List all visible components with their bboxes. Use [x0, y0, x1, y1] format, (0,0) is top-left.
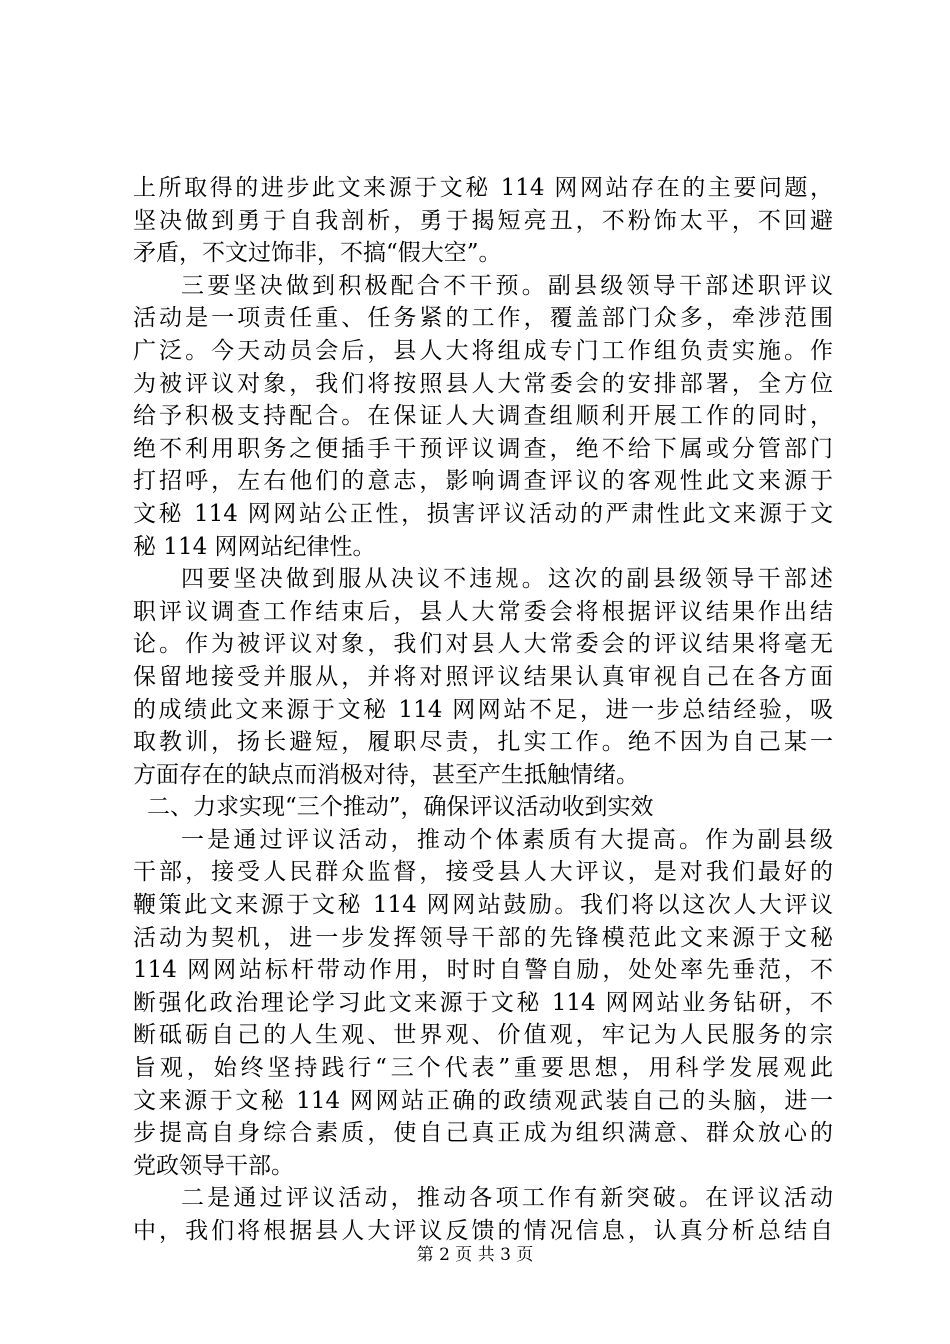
text-line: 断强化政治理论学习此文来源于文秘 114 网网站业务钻研，不 — [133, 989, 833, 1016]
text-line: 旨观，始终坚持践行“三个代表”重要思想，用科学发展观此 — [133, 1055, 833, 1082]
text-line: 上所取得的进步此文来源于文秘 114 网网站存在的主要问题， — [133, 175, 833, 201]
section-heading: 二、力求实现“三个推动”，确保评议活动收到实效 — [147, 794, 654, 821]
text-line: 矛盾，不文过饰非，不搞“假大空”。 — [133, 240, 502, 267]
text-line: 职评议调查工作结束后，县人大常委会将根据评议结果作出结 — [133, 598, 833, 625]
paragraph-first-line: 四要坚决做到服从决议不违规。这次的副县级领导干部述 — [181, 566, 833, 593]
text-line: 文秘 114 网网站公正性，损害评议活动的严肃性此文来源于文 — [133, 500, 833, 527]
text-line: 为被评议对象，我们将按照县人大常委会的安排部署，全方位 — [133, 370, 833, 397]
text-line: 绝不利用职务之便插手干预评议调查，绝不给下属或分管部门 — [133, 435, 833, 462]
text-line: 中，我们将根据县人大评议反馈的情况信息，认真分析总结自 — [133, 1218, 833, 1244]
text-line: 活动为契机，进一步发挥领导干部的先锋模范此文来源于文秘 — [133, 924, 833, 951]
text-line: 114 网网站标杆带动作用，时时自警自励，处处率先垂范，不 — [133, 957, 833, 984]
paragraph-first-line: 二是通过评议活动，推动各项工作有新突破。在评议活动 — [181, 1185, 833, 1212]
text-line: 广泛。今天动员会后，县人大将组成专门工作组负责实施。作 — [133, 337, 833, 364]
document-body — [133, 172, 833, 1248]
text-line: 活动是一项责任重、任务紧的工作，覆盖部门众多，牵涉范围 — [133, 305, 833, 332]
paragraph-first-line: 三要坚决做到积极配合不干预。副县级领导干部述职评议 — [181, 272, 833, 299]
text-line: 断砥砺自己的人生观、世界观、价值观，牢记为人民服务的宗 — [133, 1022, 833, 1049]
text-line: 打招呼，左右他们的意志，影响调查评议的客观性此文来源于 — [133, 468, 833, 495]
text-line: 鞭策此文来源于文秘 114 网网站鼓励。我们将以这次人大评议 — [133, 892, 833, 919]
text-line: 方面存在的缺点而消极对待，甚至产生抵触情绪。 — [133, 761, 639, 788]
text-line: 取教训，扬长避短，履职尽责，扎实工作。绝不因为自己某一 — [133, 729, 833, 756]
text-line: 的成绩此文来源于文秘 114 网网站不足，进一步总结经验，吸 — [133, 696, 833, 723]
page-number-footer: 第 2 页 共 3 页 — [416, 1245, 534, 1265]
text-line: 论。作为被评议对象，我们对县人大常委会的评议结果将毫无 — [133, 631, 833, 658]
text-line: 步提高自身综合素质，使自己真正成为组织满意、群众放心的 — [133, 1120, 833, 1147]
text-line: 给予积极支持配合。在保证人大调查组顺利开展工作的同时， — [133, 403, 833, 430]
text-line: 干部，接受人民群众监督，接受县人大评议，是对我们最好的 — [133, 859, 833, 886]
text-line: 党政领导干部。 — [133, 1152, 294, 1179]
paragraph-first-line: 一是通过评议活动，推动个体素质有大提高。作为副县级 — [181, 826, 833, 853]
text-line: 保留地接受并服从，并将对照评议结果认真审视自己在各方面 — [133, 663, 833, 690]
text-line: 秘 114 网网站纪律性。 — [133, 533, 376, 560]
text-line: 坚决做到勇于自我剖析，勇于揭短亮丑，不粉饰太平，不回避 — [133, 207, 833, 234]
text-line: 文来源于文秘 114 网网站正确的政绩观武装自己的头脑，进一 — [133, 1087, 833, 1114]
